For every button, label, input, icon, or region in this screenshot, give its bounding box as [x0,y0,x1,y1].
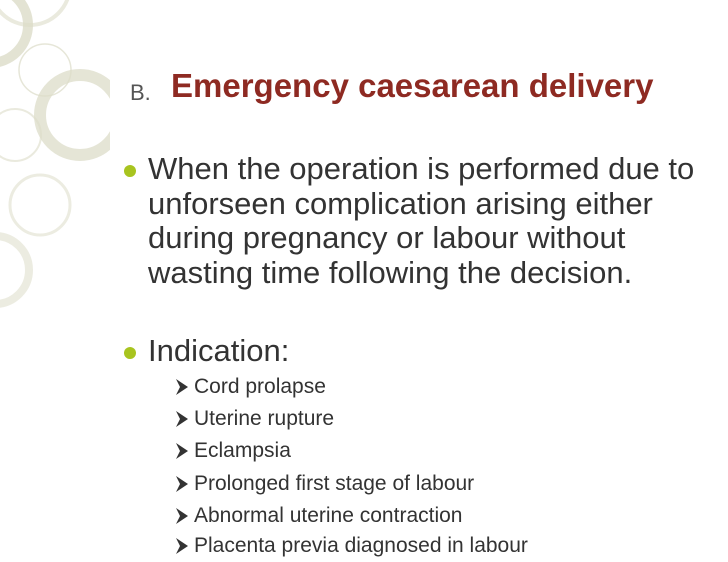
indication-item [174,437,714,467]
arrow-bullet-icon [174,377,192,397]
arrow-bullet-icon [174,441,192,461]
indication-item [174,502,714,532]
indication-text: Prolonged first stage of labour [194,472,475,495]
slide-heading: Emergency caesarean delivery [171,67,654,104]
heading-letter: B. [130,80,151,105]
bullet-icon [124,347,136,359]
arrow-bullet-icon [174,506,192,526]
indication-text: Abnormal uterine contraction [194,504,463,527]
indication-item [174,373,714,403]
indication-text: Cord prolapse [194,375,326,398]
arrow-bullet-icon [174,409,192,429]
indication-text: Eclampsia [194,439,291,462]
bullet-text: When the operation is performed due to unforseen complication arising either during pregnancy or labour without wasting time following the decision. [148,151,695,290]
indication-text: Placenta previa diagnosed in labour [194,534,528,557]
indication-item [174,470,714,500]
arrow-bullet-icon [174,536,192,556]
indication-item [174,405,714,435]
bullet-icon [124,165,136,177]
bullet-text: Indication: [148,333,290,368]
indication-text: Uterine rupture [194,407,335,430]
indication-item [174,532,714,562]
arrow-bullet-icon [174,474,192,494]
